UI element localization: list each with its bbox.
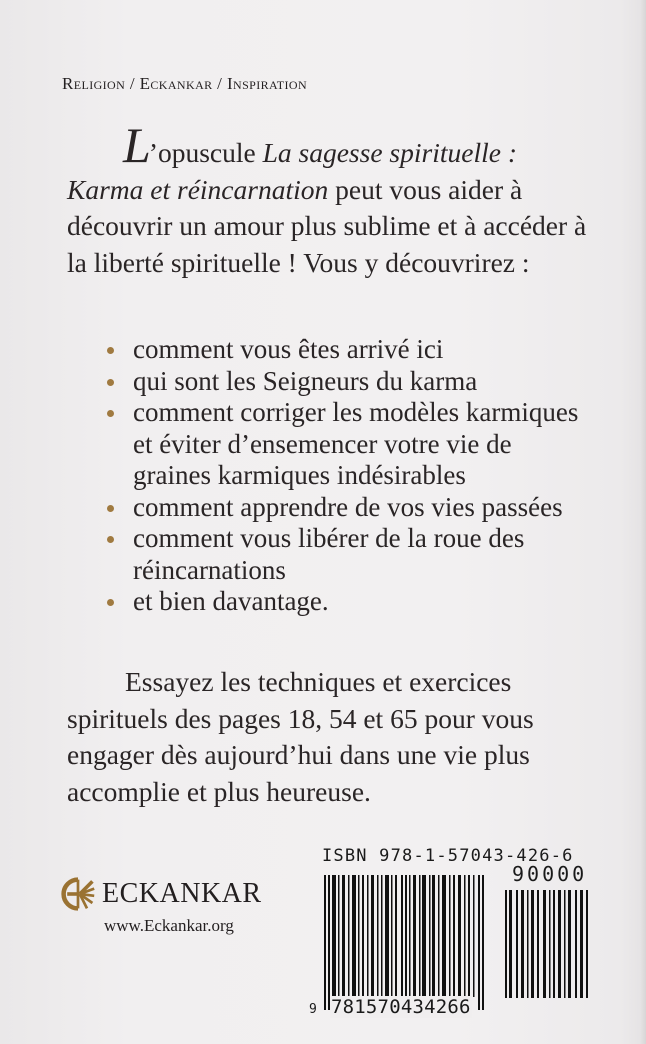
barcode-digits: 781570434266 bbox=[331, 996, 471, 1018]
bullet-icon bbox=[107, 410, 114, 417]
publisher-brand bbox=[60, 876, 262, 912]
book-title: La sagesse spirituelle : Karma et réincarnation bbox=[67, 137, 517, 205]
eckankar-ek-logo-icon bbox=[60, 876, 96, 912]
list-item-text: comment apprendre de vos vies passées bbox=[133, 491, 563, 522]
list-item-text: qui sont les Seigneurs du karma bbox=[133, 365, 478, 396]
benefits-list bbox=[100, 334, 580, 618]
bullet-icon bbox=[107, 379, 114, 386]
drop-cap: L bbox=[123, 117, 149, 173]
bullet-icon bbox=[107, 599, 114, 606]
list-item-text: comment corriger les modèles karmiques et éviter d’ensemencer votre vie de graines karmiques indésirables bbox=[133, 397, 579, 490]
barcode-addon-digits: 90000 bbox=[512, 862, 588, 886]
list-item bbox=[100, 397, 580, 492]
barcode-main bbox=[322, 875, 492, 1010]
list-item bbox=[100, 334, 580, 366]
list-item-text: comment vous libérer de la roue des réincarnations bbox=[133, 523, 525, 585]
intro-rest: peut vous aider à découvrir un amour plus sublime et à accéder à la liberté spirituelle ! Vous y découvrirez : bbox=[67, 173, 587, 278]
intro-lead: ’opuscule bbox=[148, 137, 263, 168]
publisher-name: ECKANKAR bbox=[102, 878, 262, 909]
list-item-text: et bien davantage. bbox=[133, 586, 329, 616]
bullet-icon bbox=[107, 536, 114, 543]
list-item-text: comment vous êtes arrivé ici bbox=[133, 334, 444, 364]
list-item bbox=[100, 523, 580, 586]
page-edge-shadow bbox=[640, 0, 646, 1044]
isbn-label: ISBN 978-1-57043-426-6 bbox=[322, 846, 574, 866]
list-item bbox=[100, 586, 580, 618]
list-item bbox=[100, 492, 580, 524]
list-item bbox=[100, 366, 580, 398]
intro-paragraph bbox=[67, 117, 587, 281]
bullet-icon bbox=[107, 347, 114, 354]
bullet-icon bbox=[107, 505, 114, 512]
barcode-lead-digit: 9 bbox=[309, 1002, 317, 1017]
category-breadcrumb: Religion / Eckankar / Inspiration bbox=[62, 74, 308, 93]
barcode-addon bbox=[503, 890, 589, 998]
outro-paragraph: Essayez les techniques et exercices spirituels des pages 18, 54 et 65 pour vous engager dès aujourd’hui dans une vie plus accomplie et plus heureuse. bbox=[67, 666, 534, 807]
publisher-url: www.Eckankar.org bbox=[104, 916, 234, 935]
